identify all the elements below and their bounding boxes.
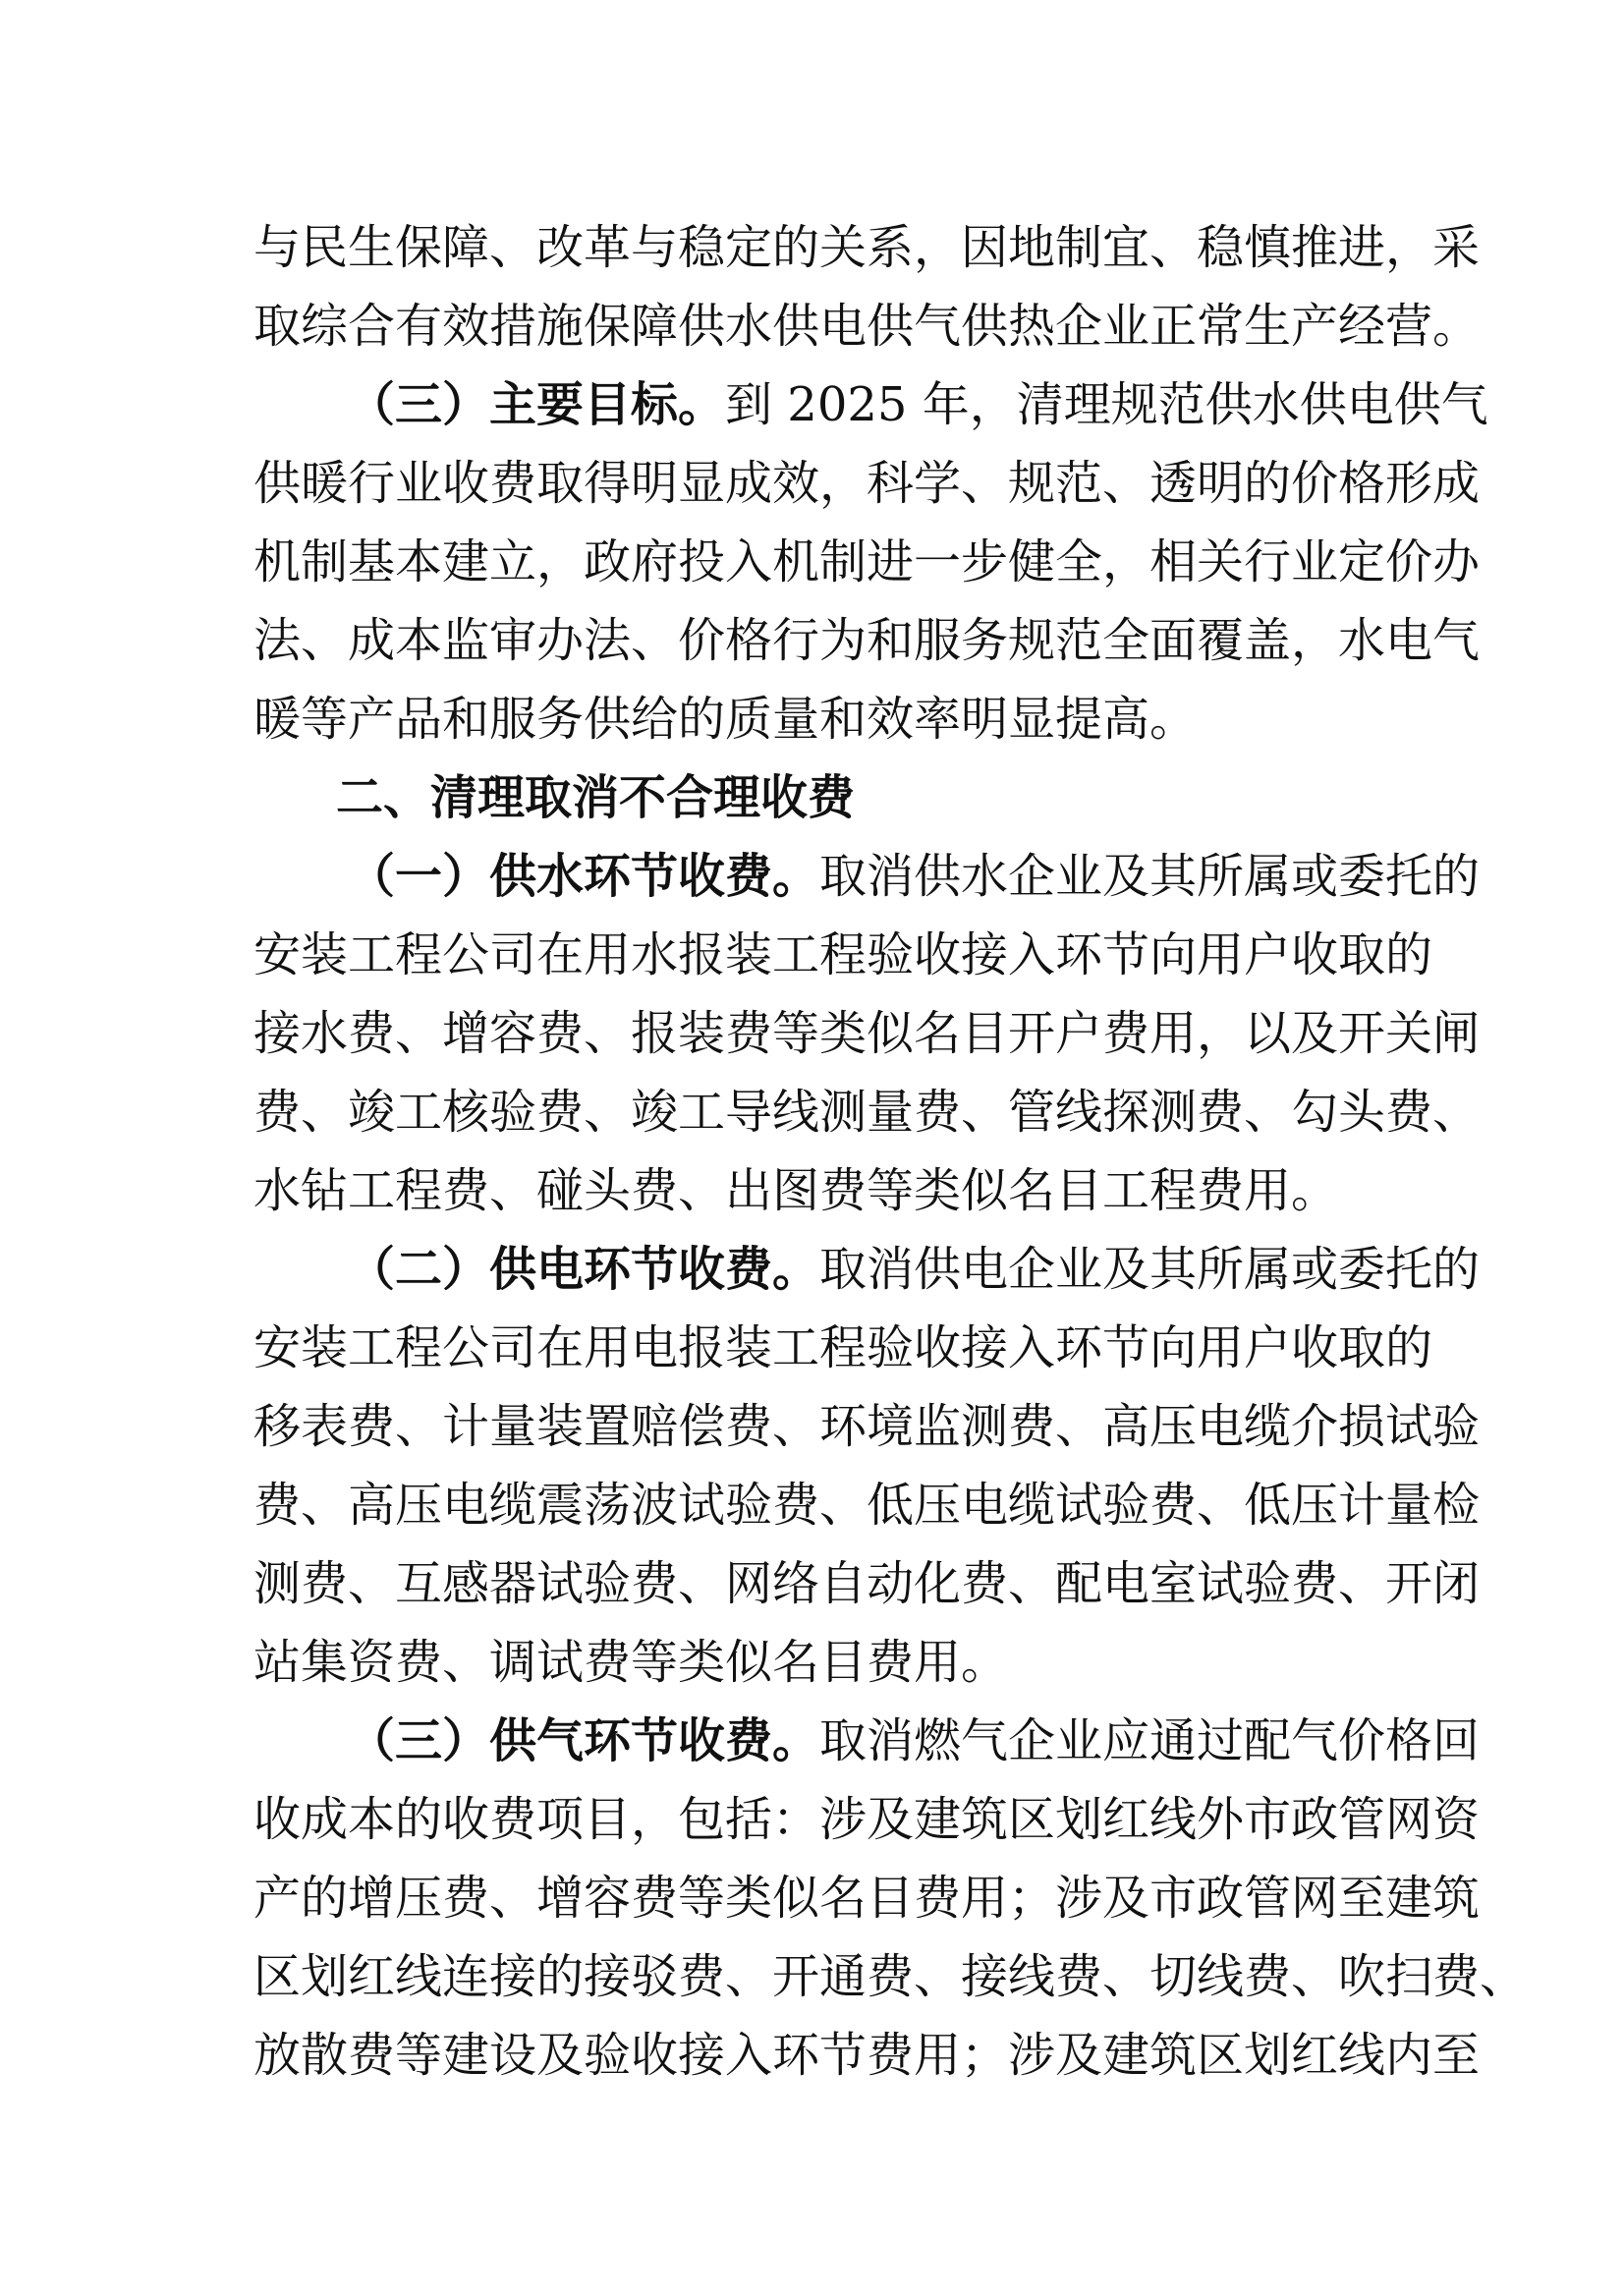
paragraph-line: 移表费、计量装置赔偿费、环境监测费、高压电缆介损试验: [253, 1399, 1481, 1454]
paragraph-line: 供暖行业收费取得明显成效，科学、规范、透明的价格形成: [253, 456, 1481, 511]
paragraph-line: 测费、互感器试验费、网络自动化费、配电室试验费、开闭: [253, 1556, 1481, 1611]
paragraph-line: 产的增压费、增容费等类似名目费用；涉及市政管网至建筑: [253, 1871, 1481, 1926]
paragraph-line: 接水费、增容费、报装费等类似名目开户费用，以及开关闸: [253, 1006, 1481, 1061]
paragraph-line: 暖等产品和服务供给的质量和效率明显提高。: [253, 692, 1198, 747]
goals-paragraph-first-line: （三）主要目标。到 2025 年，清理规范供水供电供气: [348, 377, 1488, 432]
paragraph-line: 收成本的收费项目，包括：涉及建筑区划红线外市政管网资: [253, 1792, 1481, 1847]
gas-heading: （三）供气环节收费。: [348, 1713, 820, 1768]
paragraph-line: 安装工程公司在用电报装工程验收接入环节向用户收取的: [253, 1320, 1433, 1375]
water-paragraph-first-line: （一）供水环节收费。取消供水企业及其所属或委托的: [348, 849, 1481, 904]
paragraph-line: 取综合有效措施保障供水供电供气供热企业正常生产经营。: [253, 299, 1481, 354]
paragraph-line: 法、成本监审办法、价格行为和服务规范全面覆盖，水电气: [253, 613, 1481, 668]
paragraph-line: 费、竣工核验费、竣工导线测量费、管线探测费、勾头费、: [253, 1085, 1481, 1140]
paragraph-line: 费、高压电缆震荡波试验费、低压电缆试验费、低压计量检: [253, 1478, 1481, 1533]
paragraph-line: 站集资费、调试费等类似名目费用。: [253, 1635, 1009, 1690]
section-heading: 二、清理取消不合理收费: [336, 770, 856, 825]
goals-heading: （三）主要目标。: [348, 377, 726, 432]
paragraph-line: 水钻工程费、碰头费、出图费等类似名目工程费用。: [253, 1163, 1339, 1218]
paragraph-line: 安装工程公司在用水报装工程验收接入环节向用户收取的: [253, 927, 1433, 982]
paragraph-line: 与民生保障、改革与稳定的关系，因地制宜、稳慎推进，采: [253, 220, 1481, 275]
paragraph-line: 放散费等建设及验收接入环节费用；涉及建筑区划红线内至: [253, 2028, 1481, 2083]
paragraph-line: 机制基本建立，政府投入机制进一步健全，相关行业定价办: [253, 534, 1481, 589]
paragraph-line: 区划红线连接的接驳费、开通费、接线费、切线费、吹扫费、: [253, 1949, 1528, 2004]
power-heading: （二）供电环节收费。: [348, 1242, 820, 1297]
power-paragraph-first-line: （二）供电环节收费。取消供电企业及其所属或委托的: [348, 1242, 1481, 1297]
water-heading: （一）供水环节收费。: [348, 849, 820, 904]
gas-paragraph-first-line: （三）供气环节收费。取消燃气企业应通过配气价格回: [348, 1713, 1481, 1768]
